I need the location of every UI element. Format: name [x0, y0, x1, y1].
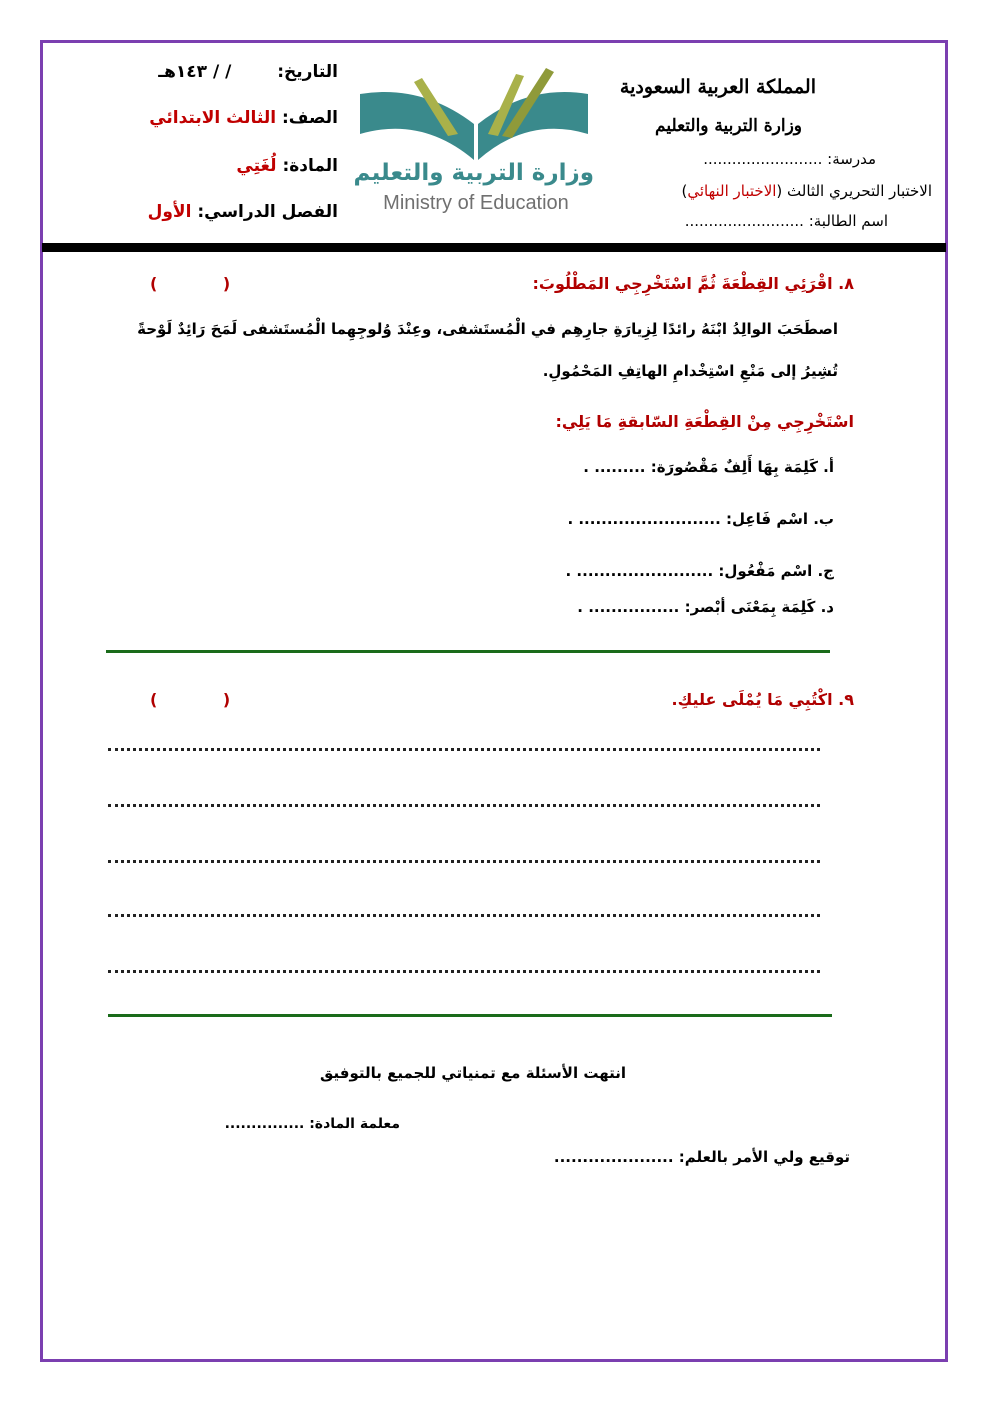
- ministry-title: وزارة التربية والتعليم: [655, 116, 802, 136]
- teacher-signature: معلمة المادة: ...............: [224, 1116, 400, 1132]
- school-value: .........................: [703, 150, 823, 168]
- date-label: التاريخ:: [277, 62, 338, 82]
- writing-line-5[interactable]: [108, 962, 820, 973]
- writing-line-2[interactable]: [108, 796, 820, 807]
- ministry-logo: [352, 64, 600, 224]
- subject-line: [236, 156, 338, 176]
- term-value: الأول: [147, 202, 192, 222]
- writing-line-4[interactable]: [108, 906, 820, 917]
- grade-label: الصف:: [281, 108, 338, 128]
- date-line: [158, 62, 338, 82]
- student-value: .........................: [684, 212, 804, 230]
- q8-instruction: اسْتَخْرِجِي مِنْ القِطْعَةِ السّابقةِ مَا يَلِي:: [555, 412, 854, 431]
- exam-suffix: ): [681, 182, 688, 200]
- logo-arabic-text: وزارة التربية والتعليم: [353, 160, 594, 186]
- writing-line-1[interactable]: [108, 740, 820, 751]
- q8-item-b: ب. اسْم فَاعِل: ......................... .: [567, 510, 834, 528]
- q8-item-a: أ. كَلِمَة بِهَا أَلِفٌ مَقْصُورَة: ......... .: [583, 458, 834, 476]
- exam-highlight: الاختبار النهائي: [687, 182, 777, 200]
- writing-line-3[interactable]: [108, 852, 820, 863]
- student-label: اسم الطالبة:: [808, 212, 888, 230]
- q8-score: ( ): [150, 274, 231, 293]
- q8-title: ٨. اقْرَئِي القِطْعَةَ ثُمَّ اسْتَخْرِجِي المَطْلُوبَ:: [532, 274, 854, 293]
- q8-passage-line1: اصطَحَبَ الوالِدُ ابْنَهُ رائدًا لِزِيارَةِ جارِهِم في الْمُستَشفى، وعِنْدَ وُلوجِهِما الْمُستَشفى لَمَحَ رَائِدٌ لَوْحةً: [137, 320, 838, 338]
- exam-prefix: الاختبار التحريري الثالث (: [776, 182, 932, 200]
- q8-passage-line2: تُشِيرُ إلى مَنْعِ اسْتِخْدامِ الهاتِفِ المَحْمُولِ.: [542, 362, 838, 380]
- school-line: [703, 150, 876, 168]
- exam-line: [682, 182, 933, 200]
- subject-value: لُغَتِي: [236, 156, 277, 176]
- kingdom-title: المملكة العربية السعودية: [619, 76, 816, 98]
- q8-item-d: د. كَلِمَة بِمَعْنَى أبْصر: ................ .: [577, 598, 834, 616]
- term-line: [148, 202, 338, 222]
- section-divider-1: [106, 650, 830, 653]
- student-line: [685, 212, 888, 230]
- closing-message: انتهت الأسئلة مع تمنياتي للجميع بالتوفيق: [320, 1064, 626, 1082]
- school-label: مدرسة:: [827, 150, 876, 168]
- q8-item-c: ج. اسْم مَفْعُول: ........................ .: [565, 562, 834, 580]
- guardian-signature: توقيع ولي الأمر بالعلم: .....................: [553, 1148, 850, 1166]
- header-divider: [42, 243, 946, 252]
- q9-title: ٩. اكْتُبِي مَا يُمْلَى عليكِ.: [671, 690, 854, 709]
- term-label: الفصل الدراسي:: [197, 202, 338, 222]
- subject-label: المادة:: [282, 156, 338, 176]
- grade-value: الثالث الابتدائي: [149, 108, 277, 128]
- date-value: / / ١٤٣هـ: [158, 62, 232, 82]
- section-divider-2: [108, 1014, 832, 1017]
- q9-score: ( ): [150, 690, 231, 709]
- logo-english-text: Ministry of Education: [383, 192, 569, 214]
- grade-line: [149, 108, 338, 128]
